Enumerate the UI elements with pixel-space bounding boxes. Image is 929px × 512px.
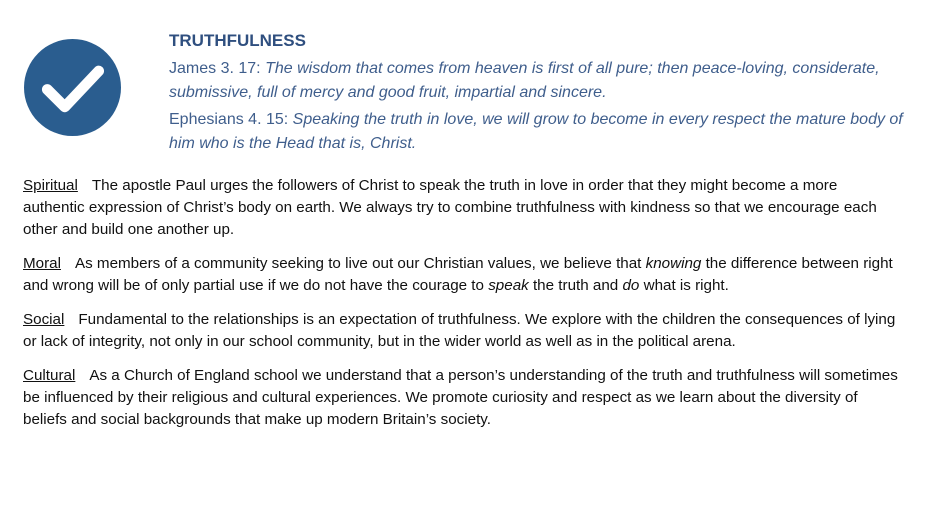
page-title: TRUTHFULNESS bbox=[169, 31, 306, 50]
section-heading: Cultural bbox=[23, 367, 76, 384]
section-text: what is right. bbox=[639, 277, 729, 294]
verse-reference: James 3. 17: bbox=[169, 60, 261, 77]
checkmark-icon-svg bbox=[24, 39, 121, 136]
emphasis-do: do bbox=[622, 277, 640, 294]
section-heading: Social bbox=[23, 311, 65, 328]
section-text: As a Church of England school we understand that a person’s understanding of the truth and truthfulness will sometimes be influenced by their religious and cultural experiences. We promote curiosity and respect as we learn about the diversity of beliefs and social backgrounds that make up modern Britain’s society. bbox=[23, 367, 898, 428]
section-social bbox=[23, 309, 903, 353]
emphasis-speak: speak bbox=[488, 277, 529, 294]
verse-quote: The wisdom that comes from heaven is first of all pure; then peace-loving, considerate, submissive, full of mercy and good fruit, impartial and sincere. bbox=[169, 60, 880, 101]
section-text: the difference between right and wrong will be of only partial use if we do not have the courage to bbox=[23, 255, 893, 294]
header bbox=[169, 30, 909, 159]
emphasis-knowing: knowing bbox=[645, 255, 702, 272]
section-text: As members of a community seeking to live out our Christian values, we believe that bbox=[74, 255, 646, 272]
checkmark-icon bbox=[24, 39, 121, 136]
section-heading: Moral bbox=[23, 255, 61, 272]
section-text: the truth and bbox=[528, 277, 623, 294]
verse-james bbox=[169, 57, 909, 105]
section-moral bbox=[23, 253, 903, 297]
section-text: Fundamental to the relationships is an expectation of truthfulness. We explore with the children the consequences of lying or lack of integrity, not only in our school community, but in the wider world as well as in the political arena. bbox=[23, 311, 896, 350]
checkmark-circle bbox=[24, 39, 121, 136]
section-text: The apostle Paul urges the followers of Christ to speak the truth in love in order that they might become a more authentic expression of Christ’s body on earth. We always try to combine truthfulness with kindness so that we encourage each other and build one another up. bbox=[23, 177, 877, 238]
section-cultural bbox=[23, 365, 903, 431]
verse-quote: Speaking the truth in love, we will grow to become in every respect the mature body of him who is the Head that is, Christ. bbox=[169, 111, 903, 152]
section-heading: Spiritual bbox=[23, 177, 78, 194]
verse-ephesians bbox=[169, 108, 909, 156]
verse-reference: Ephesians 4. 15: bbox=[169, 111, 289, 128]
section-spiritual bbox=[23, 175, 903, 241]
sections bbox=[23, 175, 903, 443]
